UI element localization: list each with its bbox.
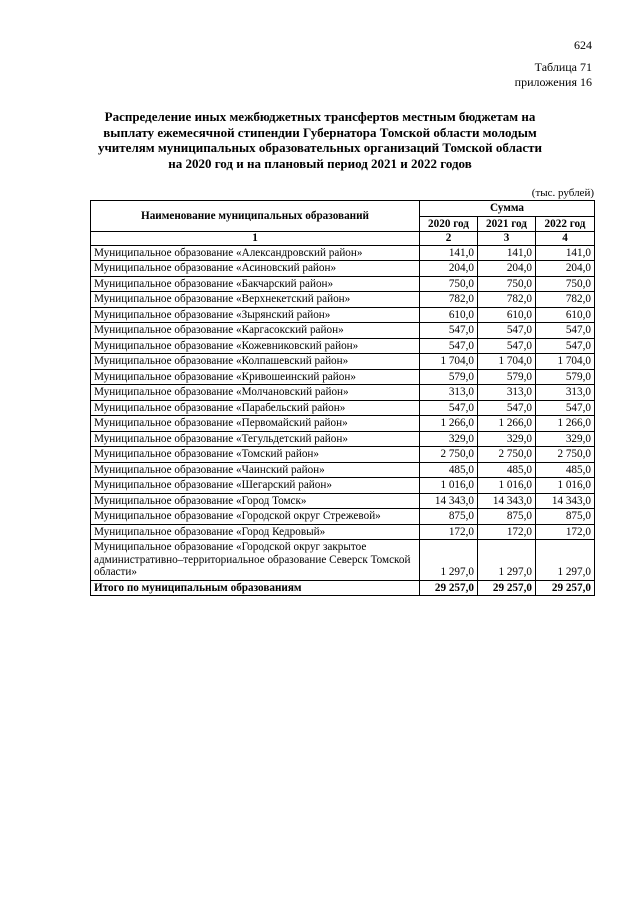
table-row — [91, 292, 595, 308]
table-row — [91, 276, 595, 292]
table-row — [91, 400, 595, 416]
municipality-name: Муниципальное образование «Каргасокский район» — [91, 323, 420, 339]
header-year-2022: 2022 год — [536, 216, 595, 232]
amount-2020: 141,0 — [420, 245, 478, 261]
amount-2021: 610,0 — [478, 307, 536, 323]
total-2020: 29 257,0 — [420, 580, 478, 596]
amount-2020: 875,0 — [420, 509, 478, 525]
amount-2022: 547,0 — [536, 338, 595, 354]
amount-2021: 313,0 — [478, 385, 536, 401]
amount-2021: 547,0 — [478, 400, 536, 416]
table-row — [91, 431, 595, 447]
municipality-name: Муниципальное образование «Городской округ закрытое административно–территориальное образование Северск Томской области» — [91, 540, 420, 581]
amount-2021: 750,0 — [478, 276, 536, 292]
municipality-name: Муниципальное образование «Шегарский район» — [91, 478, 420, 494]
amount-2020: 313,0 — [420, 385, 478, 401]
municipality-name: Муниципальное образование «Тегульдетский район» — [91, 431, 420, 447]
table-row — [91, 509, 595, 525]
col-number: 4 — [536, 232, 595, 246]
municipality-name: Муниципальное образование «Кожевниковский район» — [91, 338, 420, 354]
municipality-name: Муниципальное образование «Асиновский район» — [91, 261, 420, 277]
municipality-name: Муниципальное образование «Молчановский район» — [91, 385, 420, 401]
units-label: (тыс. рублей) — [531, 187, 594, 199]
amount-2021: 1 704,0 — [478, 354, 536, 370]
municipality-name: Муниципальное образование «Колпашевский район» — [91, 354, 420, 370]
table-row — [91, 540, 595, 581]
amount-2021: 782,0 — [478, 292, 536, 308]
amount-2020: 204,0 — [420, 261, 478, 277]
header-year-2021: 2021 год — [478, 216, 536, 232]
amount-2020: 14 343,0 — [420, 493, 478, 509]
amount-2022: 172,0 — [536, 524, 595, 540]
municipality-name: Муниципальное образование «Александровский район» — [91, 245, 420, 261]
amount-2021: 204,0 — [478, 261, 536, 277]
amount-2022: 485,0 — [536, 462, 595, 478]
table-body — [91, 245, 595, 596]
amount-2020: 172,0 — [420, 524, 478, 540]
amount-2022: 313,0 — [536, 385, 595, 401]
amount-2022: 579,0 — [536, 369, 595, 385]
appendix-label: приложения 16 — [514, 75, 592, 89]
amount-2021: 579,0 — [478, 369, 536, 385]
amount-2022: 141,0 — [536, 245, 595, 261]
amount-2022: 1 266,0 — [536, 416, 595, 432]
amount-2021: 547,0 — [478, 323, 536, 339]
amount-2022: 1 297,0 — [536, 540, 595, 581]
table-row — [91, 245, 595, 261]
amount-2020: 1 266,0 — [420, 416, 478, 432]
amount-2020: 2 750,0 — [420, 447, 478, 463]
document-title: Распределение иных межбюджетных трансфертов местным бюджетам на выплату ежемесячной стипендии Губернатора Томской области молодым учителям муниципальных образовательных организаций Томской области на 2020 год и на плановый период 2021 и 2022 годов — [97, 109, 543, 171]
amount-2021: 1 016,0 — [478, 478, 536, 494]
amount-2020: 329,0 — [420, 431, 478, 447]
table-row — [91, 416, 595, 432]
amount-2020: 579,0 — [420, 369, 478, 385]
total-2021: 29 257,0 — [478, 580, 536, 596]
table-row — [91, 323, 595, 339]
transfers-table — [90, 200, 595, 596]
amount-2022: 750,0 — [536, 276, 595, 292]
amount-2022: 1 016,0 — [536, 478, 595, 494]
municipality-name: Муниципальное образование «Парабельский район» — [91, 400, 420, 416]
municipality-name: Муниципальное образование «Город Кедровый» — [91, 524, 420, 540]
page-number: 624 — [574, 38, 592, 52]
amount-2022: 14 343,0 — [536, 493, 595, 509]
col-number: 1 — [91, 232, 420, 246]
amount-2021: 1 266,0 — [478, 416, 536, 432]
amount-2020: 485,0 — [420, 462, 478, 478]
amount-2020: 1 016,0 — [420, 478, 478, 494]
table-row — [91, 369, 595, 385]
table-row — [91, 524, 595, 540]
amount-2022: 547,0 — [536, 323, 595, 339]
municipality-name: Муниципальное образование «Зырянский район» — [91, 307, 420, 323]
amount-2021: 485,0 — [478, 462, 536, 478]
header-name: Наименование муниципальных образований — [91, 201, 420, 232]
amount-2022: 610,0 — [536, 307, 595, 323]
amount-2022: 782,0 — [536, 292, 595, 308]
col-number: 2 — [420, 232, 478, 246]
amount-2020: 1 297,0 — [420, 540, 478, 581]
total-label: Итого по муниципальным образованиям — [91, 580, 420, 596]
table-row — [91, 493, 595, 509]
total-2022: 29 257,0 — [536, 580, 595, 596]
amount-2020: 750,0 — [420, 276, 478, 292]
amount-2020: 547,0 — [420, 338, 478, 354]
amount-2022: 329,0 — [536, 431, 595, 447]
amount-2021: 875,0 — [478, 509, 536, 525]
amount-2022: 204,0 — [536, 261, 595, 277]
table-row — [91, 338, 595, 354]
table-row — [91, 307, 595, 323]
amount-2021: 2 750,0 — [478, 447, 536, 463]
table-row — [91, 385, 595, 401]
municipality-name: Муниципальное образование «Верхнекетский район» — [91, 292, 420, 308]
amount-2020: 547,0 — [420, 323, 478, 339]
table-label: Таблица 71 — [534, 60, 592, 74]
total-row — [91, 580, 595, 596]
amount-2021: 329,0 — [478, 431, 536, 447]
amount-2022: 1 704,0 — [536, 354, 595, 370]
table-row — [91, 478, 595, 494]
amount-2021: 547,0 — [478, 338, 536, 354]
municipality-name: Муниципальное образование «Кривошеинский район» — [91, 369, 420, 385]
table-row — [91, 447, 595, 463]
table-row — [91, 354, 595, 370]
amount-2021: 14 343,0 — [478, 493, 536, 509]
table-reference — [515, 60, 592, 90]
amount-2021: 141,0 — [478, 245, 536, 261]
amount-2021: 1 297,0 — [478, 540, 536, 581]
amount-2020: 547,0 — [420, 400, 478, 416]
amount-2022: 547,0 — [536, 400, 595, 416]
header-sum: Сумма — [420, 201, 595, 217]
header-year-2020: 2020 год — [420, 216, 478, 232]
municipality-name: Муниципальное образование «Городской округ Стрежевой» — [91, 509, 420, 525]
municipality-name: Муниципальное образование «Бакчарский район» — [91, 276, 420, 292]
municipality-name: Муниципальное образование «Чаинский район» — [91, 462, 420, 478]
amount-2020: 610,0 — [420, 307, 478, 323]
amount-2022: 875,0 — [536, 509, 595, 525]
municipality-name: Муниципальное образование «Первомайский район» — [91, 416, 420, 432]
amount-2020: 1 704,0 — [420, 354, 478, 370]
municipality-name: Муниципальное образование «Томский район» — [91, 447, 420, 463]
amount-2020: 782,0 — [420, 292, 478, 308]
municipality-name: Муниципальное образование «Город Томск» — [91, 493, 420, 509]
table-row — [91, 462, 595, 478]
amount-2021: 172,0 — [478, 524, 536, 540]
table-row — [91, 261, 595, 277]
amount-2022: 2 750,0 — [536, 447, 595, 463]
col-number: 3 — [478, 232, 536, 246]
